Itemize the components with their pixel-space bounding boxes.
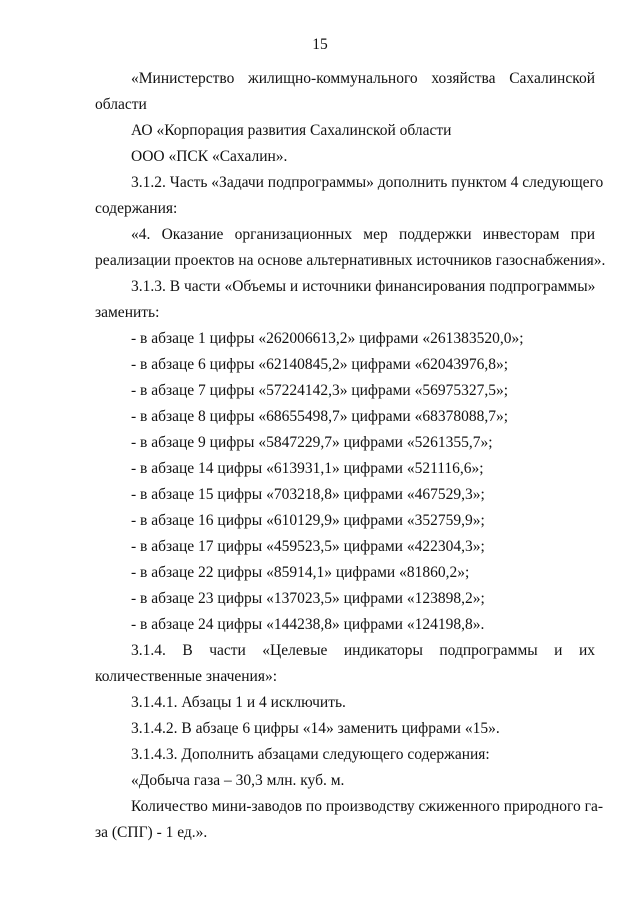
text-line: 3.1.4.2. В абзаце 6 цифры «14» заменить цифрами «15». [131,720,500,737]
text-line: - в абзаце 22 цифры «85914,1» цифрами «81860,2»; [131,564,470,581]
text-line: ООО «ПСК «Сахалин». [131,148,288,165]
text-line: - в абзаце 15 цифры «703218,8» цифрами «467529,3»; [131,486,485,503]
text-line: - в абзаце 17 цифры «459523,5» цифрами «422304,3»; [131,538,485,555]
text-line: - в абзаце 14 цифры «613931,1» цифрами «521116,6»; [131,460,484,477]
text-line: реализации проектов на основе альтернативных источников газоснабжения». [95,252,606,269]
text-line: заменить: [95,304,160,321]
text-line: - в абзаце 23 цифры «137023,5» цифрами «123898,2»; [131,590,485,607]
text-line: «Добыча газа – 30,3 млн. куб. м. [131,772,345,789]
text-line: Количество мини-заводов по производству сжиженного природного га- [131,798,604,815]
text-line: - в абзаце 9 цифры «5847229,7» цифрами «5261355,7»; [131,434,493,451]
text-line: количественные значения»: [95,668,278,685]
page-number: 15 [312,36,328,53]
text-line: «4. Оказание организационных мер поддержки инвесторам при [131,226,595,243]
text-line: - в абзаце 16 цифры «610129,9» цифрами «352759,9»; [131,512,485,529]
text-line: 3.1.4.1. Абзацы 1 и 4 исключить. [131,694,346,711]
text-line: - в абзаце 1 цифры «262006613,2» цифрами «261383520,0»; [131,330,524,347]
text-line: содержания: [95,200,178,217]
text-line: - в абзаце 6 цифры «62140845,2» цифрами «62043976,8»; [131,356,509,373]
text-line: - в абзаце 8 цифры «68655498,7» цифрами «68378088,7»; [131,408,509,425]
text-line: 3.1.3. В части «Объемы и источники финансирования подпрограммы» [131,278,596,295]
text-line: АО «Корпорация развития Сахалинской области [131,122,452,139]
text-line: 3.1.4.3. Дополнить абзацами следующего содержания: [131,746,490,763]
text-line: «Министерство жилищно-коммунального хозяйства Сахалинской [131,70,595,87]
text-line: - в абзаце 24 цифры «144238,8» цифрами «124198,8». [131,616,485,633]
text-line: за (СПГ) - 1 ед.». [95,824,208,841]
text-line: - в абзаце 7 цифры «57224142,3» цифрами «56975327,5»; [131,382,509,399]
text-line: 3.1.4. В части «Целевые индикаторы подпрограммы и их [131,642,595,659]
text-line: области [95,96,147,113]
text-line: 3.1.2. Часть «Задачи подпрограммы» дополнить пунктом 4 следующего [131,174,604,191]
